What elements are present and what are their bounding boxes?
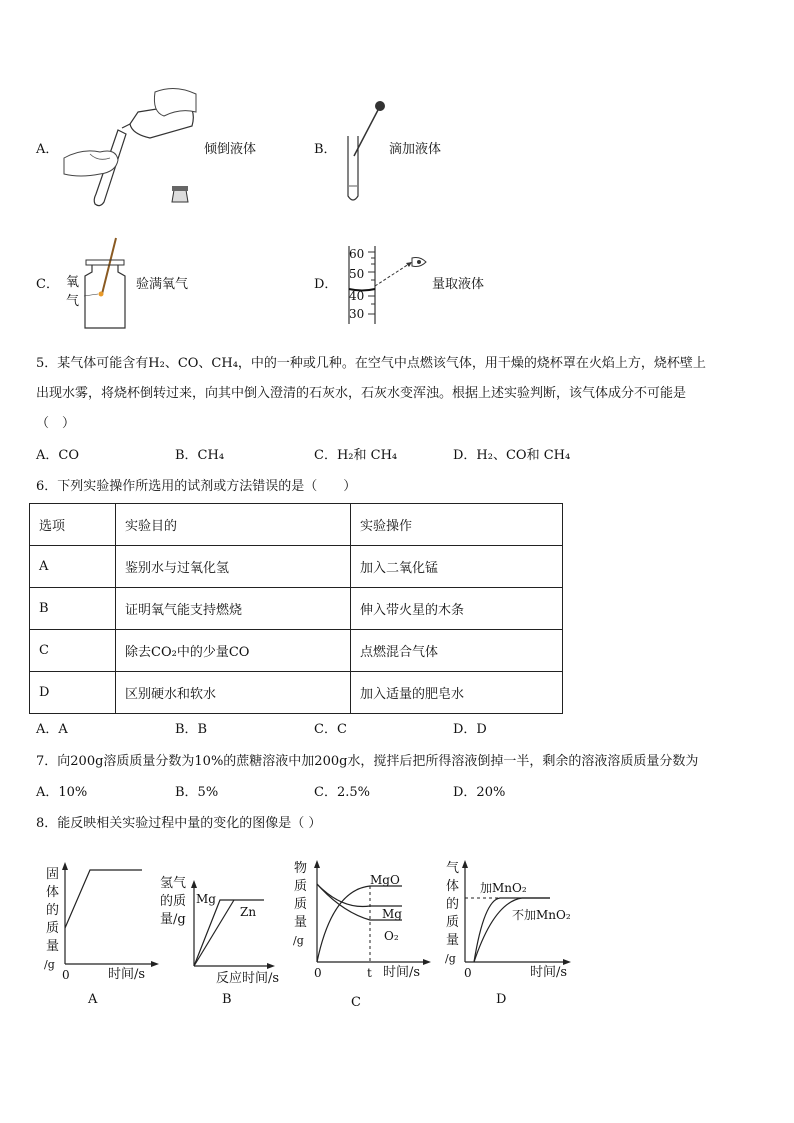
- graph-caption: A: [88, 992, 98, 1007]
- side-label: 气: [66, 294, 80, 309]
- choice-b[interactable]: B．5%: [175, 785, 219, 800]
- option-letter: D．: [314, 277, 338, 292]
- table-cell: D: [30, 672, 116, 714]
- axis-xlabel: 时间/s: [108, 967, 146, 982]
- choice-a[interactable]: A．CO: [36, 448, 79, 463]
- table-header: 选项: [30, 504, 116, 546]
- table-header-row: [30, 504, 563, 546]
- pouring-liquid-figure: [60, 82, 200, 212]
- curve-label-zn: Zn: [240, 905, 257, 919]
- cylinder-tick: 50: [349, 267, 365, 281]
- table-cell: 鉴别水与过氧化氢: [116, 546, 351, 588]
- question-text: 6．下列实验操作所选用的试剂或方法错误的是（ ）: [36, 479, 357, 494]
- axis-ylabel: 的: [446, 897, 460, 912]
- table-cell: 加入二氧化锰: [351, 546, 563, 588]
- table-cell: 加入适量的肥皂水: [351, 672, 563, 714]
- choice-c[interactable]: C．C: [314, 722, 347, 737]
- side-label: 氧: [66, 275, 80, 290]
- curve-label-without-catalyst: 不加MnO₂: [512, 908, 571, 922]
- table-cell: 伸入带火星的木条: [351, 588, 563, 630]
- choice-d[interactable]: D．20%: [453, 785, 506, 800]
- choice-c[interactable]: C．H₂和 CH₄: [314, 448, 398, 463]
- axis-xlabel: 时间/s: [383, 965, 421, 980]
- choice-b[interactable]: B．B: [175, 722, 208, 737]
- axis-ylabel: 固: [46, 867, 60, 882]
- option-letter: A．: [36, 142, 59, 157]
- axis-ylabel: 质: [46, 921, 60, 936]
- table-cell: C: [30, 630, 116, 672]
- axis-origin: 0: [314, 966, 322, 980]
- axis-xlabel: 时间/s: [530, 965, 568, 980]
- table-row: [30, 630, 563, 672]
- axis-ylabel: 量: [446, 933, 460, 948]
- table-cell: A: [30, 546, 116, 588]
- axis-ylabel: 氢气: [160, 876, 187, 891]
- table-cell: 除去CO₂中的少量CO: [116, 630, 351, 672]
- axis-ylabel: 质: [294, 879, 308, 894]
- option-letter: B．: [314, 142, 337, 157]
- choice-b[interactable]: B．CH₄: [175, 448, 225, 463]
- option-letter: C．: [36, 277, 59, 292]
- axis-xlabel: 反应时间/s: [216, 971, 280, 986]
- table-cell: 点燃混合气体: [351, 630, 563, 672]
- graph-caption: C: [351, 995, 361, 1010]
- axis-ylabel: 物: [294, 861, 308, 876]
- axis-t-mark: t: [367, 966, 372, 980]
- axis-ylabel: /g: [44, 958, 55, 971]
- axis-origin: 0: [464, 966, 472, 980]
- answer-blank: （ ）: [36, 416, 76, 431]
- dropper-tube-figure: [340, 100, 390, 204]
- curve-label-mgo: MgO: [370, 873, 400, 887]
- cylinder-tick: 60: [349, 247, 365, 261]
- option-label: 量取液体: [432, 277, 485, 292]
- cylinder-tick: 40: [349, 289, 365, 303]
- option-label: 验满氧气: [136, 277, 189, 292]
- question-text: 出现水雾，将烧杯倒转过来，向其中倒入澄清的石灰水，石灰水变浑浊。根据上述实验判断，该气体成分不可能是: [36, 386, 687, 401]
- cylinder-tick: 30: [349, 307, 365, 321]
- axis-ylabel: 的: [46, 903, 60, 918]
- axis-ylabel: 气: [446, 861, 460, 876]
- question-text: 5．某气体可能含有H₂、CO、CH₄，中的一种或几种。在空气中点燃该气体，用干燥的烧杯罩在火焰上方，烧杯壁上: [36, 356, 706, 371]
- curve-label-with-catalyst: 加MnO₂: [480, 881, 527, 895]
- choice-d[interactable]: D．H₂、CO和 CH₄: [453, 448, 571, 463]
- table-header: 实验操作: [351, 504, 563, 546]
- axis-ylabel: 体: [446, 879, 460, 894]
- graph-caption: D: [496, 992, 507, 1007]
- axis-ylabel: /g: [293, 934, 304, 947]
- choice-d[interactable]: D．D: [453, 722, 487, 737]
- options-table: [29, 503, 563, 714]
- curve-label-mg: Mg: [196, 892, 216, 906]
- curve-label-mg: Mg: [382, 907, 402, 921]
- table-row: [30, 546, 563, 588]
- axis-ylabel: 质: [446, 915, 460, 930]
- table-row: [30, 588, 563, 630]
- choice-a[interactable]: A．A: [36, 722, 68, 737]
- axis-origin: 0: [62, 968, 70, 982]
- choice-c[interactable]: C．2.5%: [314, 785, 370, 800]
- axis-ylabel: 量: [46, 939, 60, 954]
- graph-a-plot: [60, 862, 160, 972]
- curve-label-o2: O₂: [384, 929, 399, 943]
- axis-ylabel: 质: [294, 897, 308, 912]
- option-label: 滴加液体: [389, 142, 442, 157]
- choice-a[interactable]: A．10%: [36, 785, 88, 800]
- table-cell: 区别硬水和软水: [116, 672, 351, 714]
- graph-caption: B: [222, 992, 232, 1007]
- table-cell: 证明氧气能支持燃烧: [116, 588, 351, 630]
- axis-ylabel: 体: [46, 885, 60, 900]
- gas-bottle-figure: [80, 236, 130, 332]
- question-text: 8．能反映相关实验过程中量的变化的图像是（ ）: [36, 816, 322, 831]
- question-text: 7．向200g溶质质量分数为10%的蔗糖溶液中加200g水，搅拌后把所得溶液倒掉一半，剩余的溶液溶质质量分数为: [36, 754, 699, 769]
- table-row: [30, 672, 563, 714]
- table-cell: B: [30, 588, 116, 630]
- axis-ylabel: 量/g: [160, 912, 186, 927]
- axis-ylabel: 量: [294, 915, 308, 930]
- table-header: 实验目的: [116, 504, 351, 546]
- axis-ylabel: /g: [445, 952, 456, 965]
- axis-ylabel: 的质: [160, 894, 187, 909]
- option-label: 倾倒液体: [204, 142, 257, 157]
